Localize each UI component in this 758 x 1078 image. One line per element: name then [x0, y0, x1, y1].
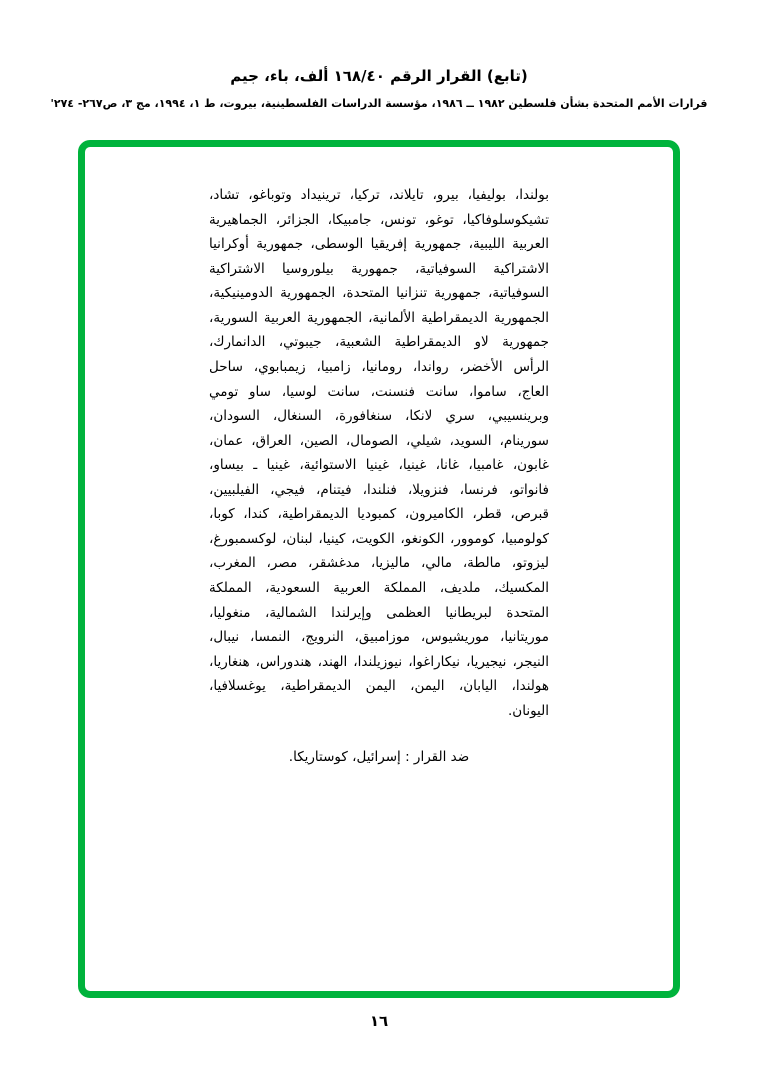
page-number: ١٦: [369, 1012, 389, 1030]
green-border-frame: [78, 140, 680, 998]
votes-against-line: ضد القرار : إسرائيل، كوستاريكا.: [288, 749, 470, 766]
countries-list-paragraph: بولندا، بوليفيا، بيرو، تايلاند، تركيا، ترينيداد وتوباغو، تشاد، تشيكوسلوفاكيا، توغو، تونس، جامبيكا، الجزائر، الجماهيرية العربية الليبية، جمهورية إفريقيا الوسطى، جمهورية أوكرانيا الاشتراكية السوفياتية، جمهورية بيلوروسيا الاشتراكية السوفياتية، جمهورية تنزانيا المتحدة، الجمهورية الدومينيكية، الجمهورية الديمقراطية الألمانية، الجمهورية العربية السورية، جمهورية لاو الديمقراطية الشعبية، جيبوتي، الدانمارك، الرأس الأخضر، رواندا، رومانيا، زامبيا، زيمبابوي، ساحل العاج، ساموا، سانت فنسنت، سانت لوسيا، ساو تومي وبرينسيبي، سري لانكا، سنغافورة، السنغال، السودان، سورينام، السويد، شيلي، الصومال، الصين، العراق، عمان، غابون، غامبيا، غانا، غينيا، غينيا الاستوائية، غينيا ـ بيساو، فانواتو، فرنسا، فنزويلا، فنلندا، فيتنام، فيجي، الفيلبيين، قبرص، قطر، الكاميرون، كمبوديا الديمقراطية، كندا، كوبا، كولومبيا، كوموور، الكونغو، الكويت، كينيا، لبنان، لوكسمبورغ، ليزوتو، مالطة، مالي، ماليزيا، مدغشقر، مصر، المغرب، المكسيك، ملديف، المملكة العربية السعودية، المملكة المتحدة لبريطانيا العظمى وإيرلندا الشمالية، منغوليا، موريتانيا، موريشيوس، موزامبيق، النرويج، النمسا، نيبال، النيجر، نيجيريا، نيكاراغوا، نيوزيلندا، الهند، هندوراس، هنغاريا، هولندا، اليابان، اليمن، اليمن الديمقراطية، يوغسلافيا، اليونان.: [209, 187, 549, 719]
page-title: (تابع) القرار الرقم ١٦٨/٤٠ ألف، باء، جيم: [230, 67, 528, 85]
source-citation: قرارات الأمم المتحدة بشأن فلسطين ١٩٨٢ ــ ١٩٨٦، مؤسسة الدراسات الفلسطينية، بيروت، ط ١، ١٩٩٤، مج ٣، ص٢٦٧- ٢٧٤': [50, 97, 708, 110]
page-header: [0, 0, 758, 111]
frame-content: [85, 183, 673, 770]
